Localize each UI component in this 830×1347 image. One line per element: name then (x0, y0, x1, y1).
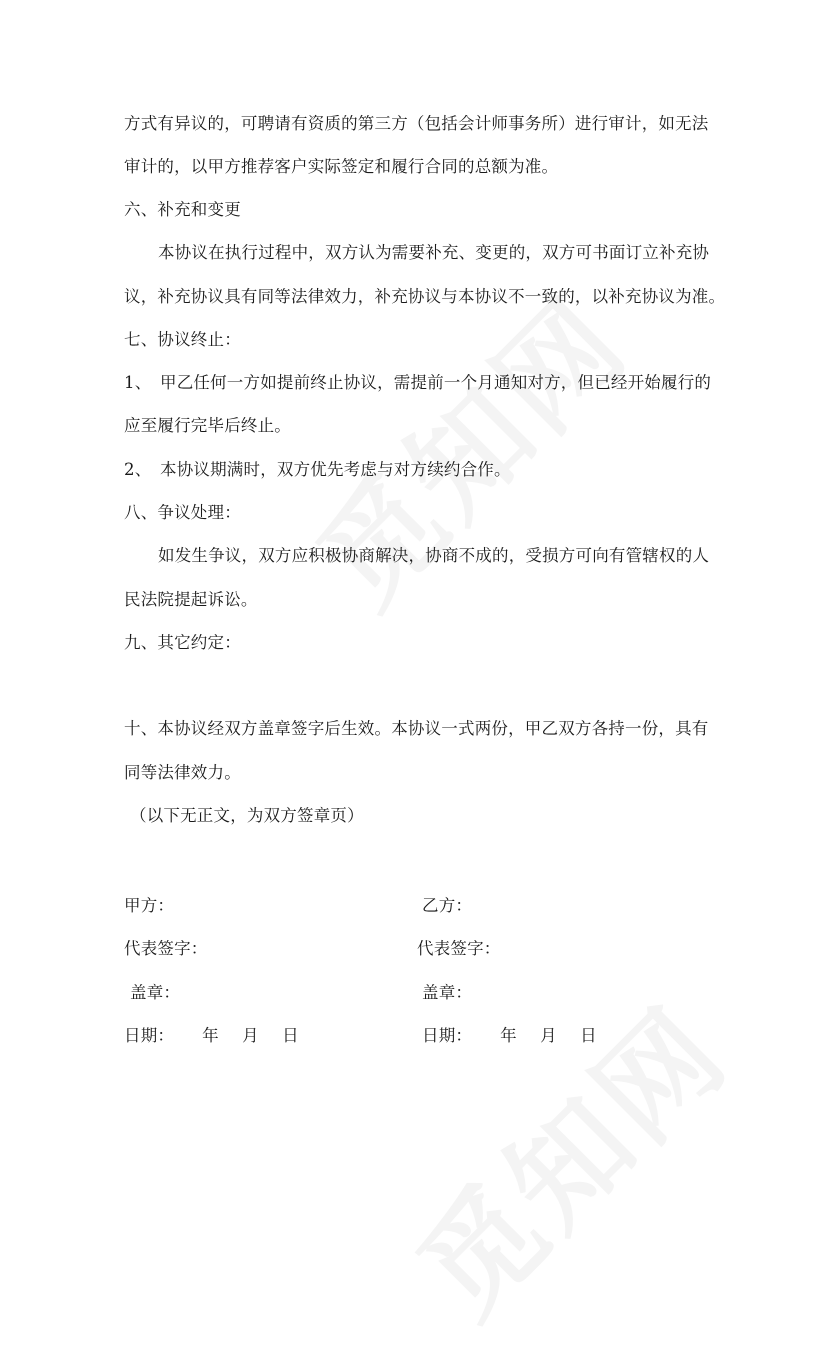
party-a-seal-label: 盖章： (130, 983, 181, 1002)
list-item (124, 458, 511, 482)
date-label: 日期： (422, 1026, 473, 1045)
paragraph-line: 议，补充协议具有同等法律效力，补充协议与本协议不一致的，以补充协议为准。 (124, 287, 726, 306)
party-b-seal-label: 盖章： (422, 983, 473, 1002)
paragraph-line: 应至履行完毕后终止。 (124, 416, 291, 435)
paragraph-line: 民法院提起诉讼。 (124, 590, 258, 609)
list-text: 本协议期满时，双方优先考虑与对方续约合作。 (160, 460, 511, 479)
paragraph-line: 审计的，以甲方推荐客户实际签定和履行合同的总额为准。 (124, 157, 559, 176)
watermark (274, 253, 657, 636)
party-b-rep-label: 代表签字： (417, 939, 501, 958)
paragraph-line: 十、本协议经双方盖章签字后生效。本协议一式两份，甲乙双方各持一份，具有 (124, 719, 709, 738)
month-label: 月 (540, 1026, 557, 1045)
section-heading: 七、协议终止： (124, 330, 241, 349)
list-text: 甲乙任何一方如提前终止协议，需提前一个月通知对方，但已经开始履行的 (160, 373, 712, 392)
watermark (374, 963, 757, 1346)
section-heading: 九、其它约定： (124, 633, 241, 652)
tail-note: （以下无正文，为双方签章页） (130, 806, 364, 825)
list-item (124, 371, 711, 395)
party-a-date (124, 1024, 299, 1048)
day-label: 日 (282, 1026, 299, 1045)
party-b-label: 乙方： (422, 896, 473, 915)
party-a-rep-label: 代表签字： (124, 939, 208, 958)
paragraph-line: 方式有异议的，可聘请有资质的第三方（包括会计师事务所）进行审计，如无法 (124, 114, 709, 133)
paragraph-line: 同等法律效力。 (124, 763, 241, 782)
month-label: 月 (242, 1026, 259, 1045)
list-number: 2、 (124, 460, 152, 479)
date-label: 日期： (124, 1026, 175, 1045)
list-number: 1、 (124, 373, 152, 392)
section-heading: 八、争议处理： (124, 503, 241, 522)
paragraph-line: 本协议在执行过程中，双方认为需要补充、变更的，双方可书面订立补充协 (158, 243, 710, 262)
year-label: 年 (202, 1026, 219, 1045)
year-label: 年 (500, 1026, 517, 1045)
day-label: 日 (580, 1026, 597, 1045)
party-b-date (422, 1024, 597, 1048)
paragraph-line: 如发生争议，双方应积极协商解决，协商不成的，受损方可向有管辖权的人 (158, 546, 710, 565)
section-heading: 六、补充和变更 (124, 200, 241, 219)
party-a-label: 甲方： (124, 896, 175, 915)
